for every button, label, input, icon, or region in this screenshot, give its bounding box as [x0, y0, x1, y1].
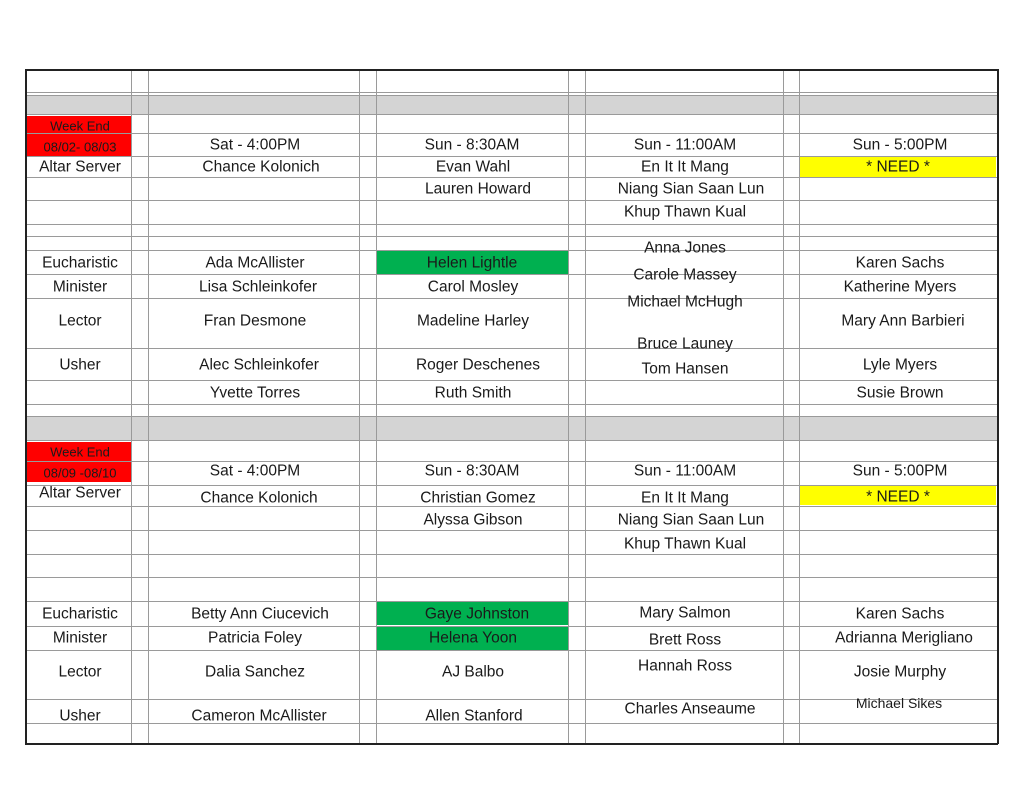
usher-name: Roger Deschenes	[415, 356, 541, 374]
time-header-sun-11: Sun - 11:00AM	[633, 462, 737, 480]
altar-server-name: Chance Kolonich	[200, 489, 318, 507]
altar-server-name: Evan Wahl	[435, 158, 511, 176]
grid-row-line	[25, 380, 997, 381]
grid-row-line	[25, 92, 997, 93]
usher-name: Ruth Smith	[434, 384, 512, 402]
grid-column-line	[131, 69, 132, 743]
eucharistic-minister-name: Brett Ross	[648, 631, 722, 649]
altar-server-name: Niang Sian Saan Lun	[617, 180, 765, 198]
grid-row-line	[25, 95, 997, 96]
grid-row-line	[25, 298, 997, 299]
grid-row-line	[25, 416, 997, 417]
grid-row-line	[25, 114, 997, 115]
eucharistic-minister-name: Anna Jones	[644, 239, 726, 257]
eucharistic-minister-name: Betty Ann Ciucevich	[191, 605, 329, 623]
altar-server-name: En It It Mang	[641, 489, 729, 507]
usher-name: Lyle Myers	[862, 356, 938, 374]
altar-server-name: En It It Mang	[641, 158, 729, 176]
row-label-eucharistic: Eucharistic	[42, 605, 118, 623]
eucharistic-minister-name: Carole Massey	[633, 266, 737, 284]
eucharistic-minister-name: Ada McAllister	[205, 254, 305, 272]
grid-row-line	[25, 650, 997, 651]
row-label-minister: Minister	[52, 278, 108, 296]
week-end-label: Week End	[50, 118, 110, 134]
row-label-eucharistic: Eucharistic	[42, 254, 118, 272]
altar-server-name: Lauren Howard	[425, 180, 531, 198]
grid-column-line	[799, 69, 800, 743]
row-label-minister: Minister	[52, 629, 108, 647]
eucharistic-minister-name: Adrianna Merigliano	[835, 629, 973, 647]
row-label-altar-server: Altar Server	[39, 484, 121, 502]
grid-row-line	[25, 743, 998, 745]
grid-row-line	[25, 200, 997, 201]
time-header-sun-830: Sun - 8:30AM	[424, 136, 520, 154]
time-header-sun-5: Sun - 5:00PM	[852, 136, 948, 154]
week-end-label: Week End	[50, 444, 110, 460]
usher-name: Alec Schleinkofer	[199, 356, 319, 374]
separator-bar-top	[26, 95, 997, 114]
usher-name: Allen Stanford	[425, 707, 523, 725]
grid-row-line	[25, 236, 997, 237]
grid-row-line	[25, 177, 997, 178]
eucharistic-minister-name: Katherine Myers	[843, 278, 957, 296]
eucharistic-minister-name: Patricia Foley	[208, 629, 302, 647]
week-dates: 08/02- 08/03	[43, 139, 117, 155]
need-label: * NEED *	[866, 488, 930, 506]
eucharistic-minister-name: Michael McHugh	[627, 293, 743, 311]
need-label: * NEED *	[866, 158, 930, 176]
eucharistic-minister-name: Hannah Ross	[638, 657, 732, 675]
time-header-sun-830: Sun - 8:30AM	[424, 462, 520, 480]
eucharistic-minister-name: Gaye Johnston	[424, 605, 530, 623]
row-label-lector: Lector	[58, 312, 102, 330]
usher-name: Bruce Launey	[637, 335, 733, 353]
row-label-usher: Usher	[59, 707, 101, 725]
lector-name: Dalia Sanchez	[205, 663, 305, 681]
grid-column-line	[568, 69, 569, 743]
usher-name: Charles Anseaume	[624, 700, 756, 718]
time-header-sat: Sat - 4:00PM	[209, 136, 301, 154]
grid-row-line	[25, 224, 997, 225]
grid-column-line	[376, 69, 377, 743]
grid-column-line	[148, 69, 149, 743]
grid-row-line	[25, 699, 997, 700]
grid-row-line	[25, 530, 997, 531]
time-header-sun-11: Sun - 11:00AM	[633, 136, 737, 154]
altar-server-name: Alyssa Gibson	[423, 511, 523, 529]
eucharistic-minister-name: Karen Sachs	[855, 254, 945, 272]
usher-name: Yvette Torres	[209, 384, 301, 402]
grid-row-line	[25, 274, 997, 275]
grid-row-line	[25, 577, 997, 578]
grid-column-line	[359, 69, 360, 743]
grid-row-line	[25, 250, 997, 251]
eucharistic-minister-name: Karen Sachs	[855, 605, 945, 623]
altar-server-name: Christian Gomez	[420, 489, 536, 507]
eucharistic-minister-name: Lisa Schleinkofer	[198, 278, 318, 296]
grid-row-line	[25, 404, 997, 405]
row-label-altar-server: Altar Server	[39, 158, 121, 176]
altar-server-name: Niang Sian Saan Lun	[617, 511, 765, 529]
usher-name: Michael Sikes	[855, 695, 943, 711]
time-header-sun-5: Sun - 5:00PM	[852, 462, 948, 480]
usher-name: Cameron McAllister	[191, 707, 327, 725]
lector-name: Madeline Harley	[417, 312, 529, 330]
separator-bar-middle	[26, 416, 997, 440]
row-label-lector: Lector	[58, 663, 102, 681]
grid-row-line	[25, 133, 997, 134]
eucharistic-minister-name: Helen Lightle	[426, 254, 518, 272]
grid-row-line	[25, 601, 997, 602]
grid-row-line	[25, 554, 997, 555]
lector-name: Josie Murphy	[853, 663, 947, 681]
grid-row-line	[25, 485, 997, 486]
week-dates: 08/09 -08/10	[43, 465, 117, 481]
grid-row-line	[25, 156, 997, 157]
lector-name: Fran Desmone	[203, 312, 307, 330]
eucharistic-minister-name: Carol Mosley	[427, 278, 519, 296]
lector-name: Mary Ann Barbieri	[841, 312, 965, 330]
time-header-sat: Sat - 4:00PM	[209, 462, 301, 480]
eucharistic-minister-name: Mary Salmon	[639, 604, 731, 622]
grid-row-line	[25, 348, 997, 349]
grid-column-line	[25, 69, 27, 744]
grid-column-line	[997, 69, 999, 744]
row-label-usher: Usher	[59, 356, 101, 374]
altar-server-name: Chance Kolonich	[202, 158, 320, 176]
usher-name: Tom Hansen	[641, 360, 729, 378]
grid-row-line	[25, 69, 998, 71]
grid-column-line	[585, 69, 586, 743]
grid-row-line	[25, 626, 997, 627]
grid-column-line	[783, 69, 784, 743]
usher-name: Susie Brown	[856, 384, 944, 402]
lector-name: AJ Balbo	[441, 663, 505, 681]
altar-server-name: Khup Thawn Kual	[623, 535, 747, 553]
grid-row-line	[25, 440, 997, 441]
eucharistic-minister-name: Helena Yoon	[429, 629, 517, 647]
altar-server-name: Khup Thawn Kual	[623, 203, 747, 221]
